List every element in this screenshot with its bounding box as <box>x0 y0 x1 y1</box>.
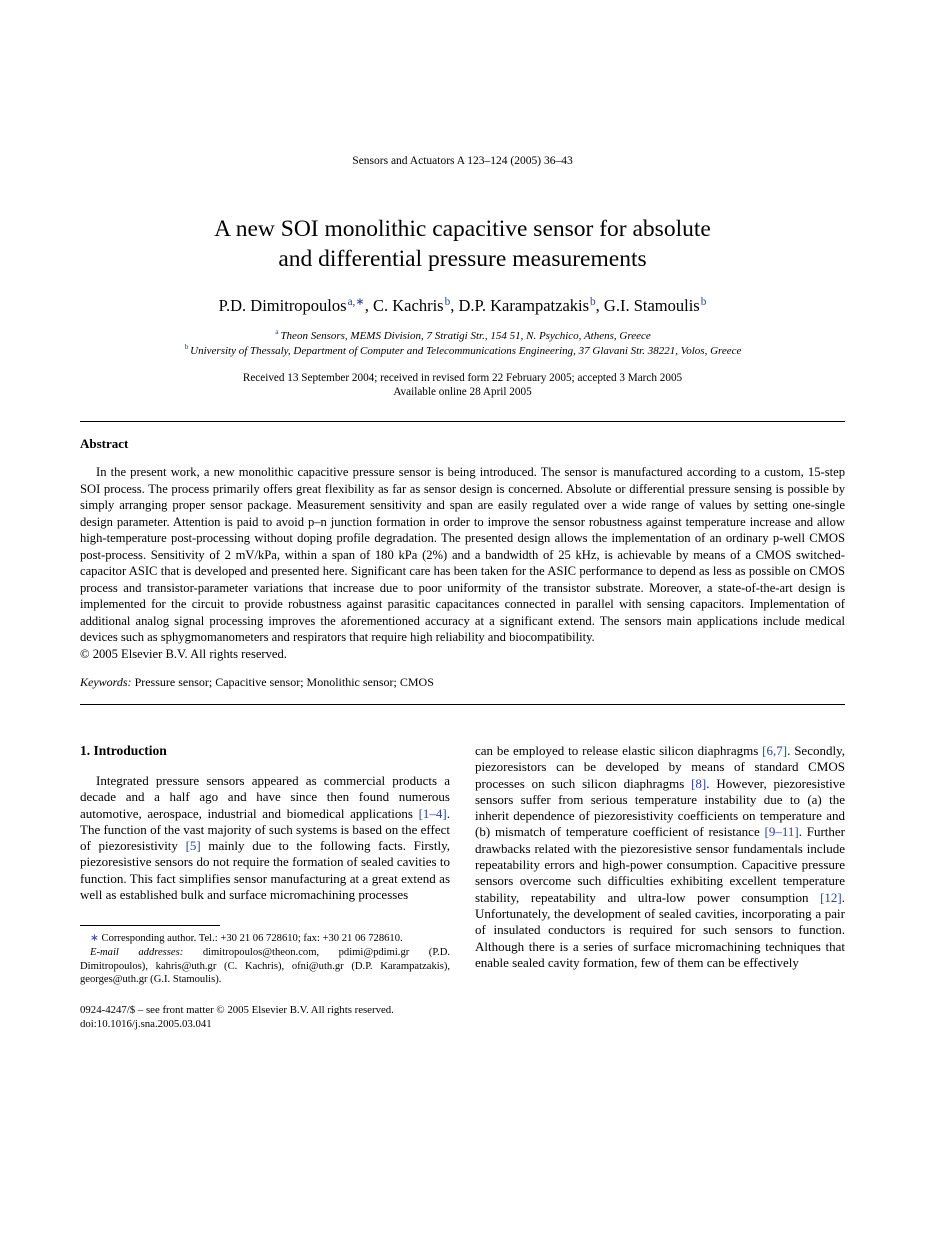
citation-link[interactable]: b <box>444 295 451 308</box>
text-segment: dimitropoulos@theon.com, pdimi@pdimi.gr (P.D. Dimitropoulos), kahris@uth.gr (C. Kachris), ofni@uth.gr (D.P. Karampatzakis), georges@uth.gr (G.I. Stamoulis). <box>80 946 450 986</box>
text-segment: . Secondly, piezoresistors can be developed by means of standard CMOS processes on such silicon diaphragms <box>475 743 845 791</box>
doi-line: doi:10.1016/j.sna.2005.03.041 <box>80 1018 212 1031</box>
text-segment: Integrated pressure sensors appeared as commercial products a decade and a half ago and have since then found numerous automotive, aerospace, industrial and biomedical applications <box>80 773 450 821</box>
text-segment: , C. Kachris <box>364 296 444 315</box>
citation-link[interactable]: [1–4] <box>418 805 447 821</box>
citation-link[interactable]: b <box>590 295 596 308</box>
corresponding-author-footnote <box>80 932 450 946</box>
section-heading-introduction: 1. Introduction <box>80 743 167 758</box>
citation-link[interactable]: b <box>184 342 191 352</box>
divider-top <box>80 421 845 422</box>
text-segment: mainly due to the following facts. Firstly, piezoresistive sensors do not require the formation of sealed cavities to function. This fact simplifies sensor manufacturing at a great extend as well as established bulk and surface micromachining processes <box>80 838 450 903</box>
text-segment: E-mail addresses: <box>90 946 203 958</box>
footnote-rule <box>80 925 220 926</box>
text-segment: . However, piezoresistive sensors suffer from serious temperature instability due to (a) the inherit dependence of piezoresistivity coefficients on temperature and (b) mismatch of temperature coefficient of resistance <box>475 775 845 840</box>
text-segment: Corresponding author. Tel.: +30 21 06 728610; fax: +30 21 06 728610. <box>101 933 403 945</box>
dates-block <box>80 371 845 399</box>
citation-link[interactable]: a,∗ <box>347 295 365 308</box>
intro-column-right <box>475 743 845 971</box>
keywords-line <box>80 675 845 690</box>
issn-line: 0924-4247/$ – see front matter © 2005 Elsevier B.V. All rights reserved. <box>80 1003 394 1016</box>
email-footnote <box>80 946 450 987</box>
paper-title <box>80 214 845 274</box>
abstract-text: In the present work, a new monolithic capacitive pressure sensor is being introduced. The sensor is manufactured according to a custom, 15-step SOI process. The process primarily offers great flexibility as far as sensor design is concerned. Absolute or differential pressure sensing is possible by simply arranging proper sensor package. Measurement sensitivity and span are easily regulated over a wide range of values by setting one-single design parameter. Attention is paid to avoid p–n junction formation in order to improve the sensor robustness against temperature increase and allow high-temperature post-processing without doping profile degradation. The presented design allows the implementation of an ordinary p-well CMOS post-process. Sensitivity of 2 mV/kPa, within a span of 180 kPa (2%) and a bandwidth of 25 kHz, is achievable by means of a CMOS switched-capacitor ASIC that is developed and presented here. Significant care has been taken for the ASIC performance to depend as less as possible on CMOS process and transistor-parameter variations that increase due to poor uniformity of the transistor substrate. Moreover, a state-of-the-art design is implemented for the circuit to provide robustness against parasitic capacitances connected in parallel with sensing capacitors. Implementation of additional analog signal processing improves the aforementioned accuracy at a significant extend. The sensors main applications include medical devices such as sphygmomanometers and respirators that require high reliability and biocompatibility. <box>80 465 845 644</box>
affiliation-a <box>80 329 845 344</box>
text-segment: . Unfortunately, the development of sealed cavities, incorporating a pair of insulated conductors is required for such sensors to function. Although there is a series of surface micromachining techniques that enable sealed cavity formation, few of them can be effectively <box>475 889 845 970</box>
title-line-1: A new SOI monolithic capacitive sensor for absolute <box>214 216 711 242</box>
citation-link[interactable]: [6,7] <box>762 743 788 758</box>
citation-link[interactable]: ∗ <box>90 933 102 945</box>
available-online-line: Available online 28 April 2005 <box>393 386 532 398</box>
text-segment: . The function of the vast majority of such systems is based on the effect of piezoresistivity <box>80 805 450 854</box>
text-segment: Keywords: <box>80 675 135 689</box>
divider-bottom <box>80 704 845 705</box>
text-segment: University of Thessaly, Department of Computer and Telecommunications Engineering, 37 Glavani Str. 38221, Volos, Greece <box>190 345 742 357</box>
received-line: Received 13 September 2004; received in revised form 22 February 2005; accepted 3 March 2005 <box>242 372 683 384</box>
citation-link[interactable]: a <box>275 327 281 337</box>
title-line-2: and differential pressure measurements <box>278 246 647 272</box>
citation-link[interactable]: [8] <box>691 775 707 791</box>
imprint-block <box>80 1003 450 1032</box>
text-segment: Theon Sensors, MEMS Division, 7 Stratigi Str., 154 51, N. Psychico, Athens, Greece <box>280 330 651 342</box>
text-segment: , D.P. Karampatzakis <box>450 296 590 315</box>
text-segment: , G.I. Stamoulis <box>595 296 700 315</box>
intro-paragraph-left <box>80 773 450 903</box>
intro-paragraph-right <box>475 743 845 971</box>
intro-column-left <box>80 743 450 1032</box>
citation-link[interactable]: [9–11] <box>764 824 799 840</box>
text-segment: Pressure sensor; Capacitive sensor; Monolithic sensor; CMOS <box>134 675 434 689</box>
journal-header: Sensors and Actuators A 123–124 (2005) 36–43 <box>352 155 573 167</box>
copyright-line: © 2005 Elsevier B.V. All rights reserved. <box>80 646 287 661</box>
text-segment: P.D. Dimitropoulos <box>218 296 347 315</box>
authors-line <box>80 296 845 316</box>
text-segment: . Further drawbacks related with the piezoresistive sensor fundamentals include repeatability errors and high-power consumption. Capacitive pressure sensors overcome such difficulties exhibiting excellent temperature stability, repeatability and ultra-low power consumption <box>475 824 845 905</box>
citation-link[interactable]: [12] <box>820 889 842 905</box>
two-column-body <box>80 743 845 1032</box>
text-segment: can be employed to release elastic silicon diaphragms <box>475 743 763 758</box>
citation-link[interactable]: b <box>700 295 707 308</box>
affiliations-block <box>80 329 845 359</box>
citation-link[interactable]: [5] <box>185 838 201 854</box>
abstract-heading: Abstract <box>80 436 129 451</box>
affiliation-b <box>80 344 845 359</box>
